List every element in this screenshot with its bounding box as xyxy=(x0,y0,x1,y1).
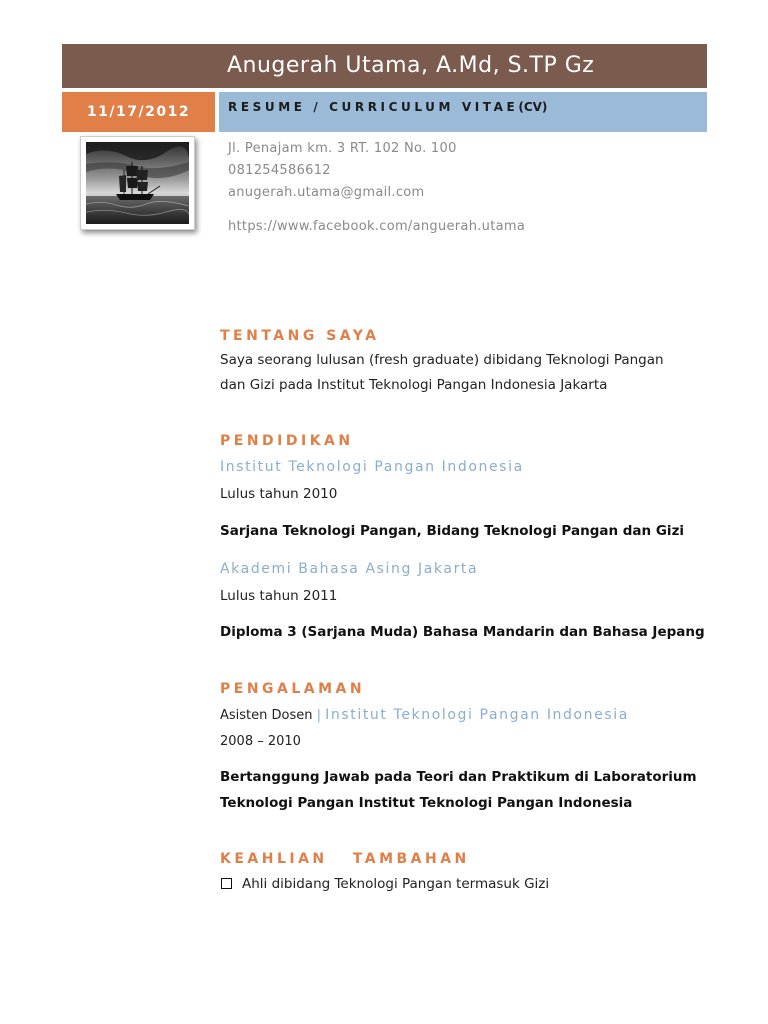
education-institution-2: Akademi Bahasa Asing Jakarta xyxy=(220,561,479,577)
candidate-name: Anugerah Utama, A.Md, S.TP Gz xyxy=(227,53,595,78)
skill-checkbox-icon xyxy=(221,878,232,889)
experience-separator: | xyxy=(316,708,322,723)
contact-email[interactable]: anugerah.utama@gmail.com xyxy=(228,185,425,200)
about-line-1: Saya seorang lulusan (fresh graduate) dibidang Teknologi Pangan xyxy=(220,352,664,368)
experience-role-line xyxy=(220,707,629,723)
sailing-ship-photo xyxy=(86,142,189,224)
skill-item-1: Ahli dibidang Teknologi Pangan termasuk Gizi xyxy=(242,876,550,892)
contact-facebook[interactable]: https://www.facebook.com/anguerah.utama xyxy=(228,219,526,234)
about-line-2: dan Gizi pada Institut Teknologi Pangan Indonesia Jakarta xyxy=(220,377,608,393)
resume-title-text: RESUME / CURRICULUM VITAE xyxy=(228,100,519,114)
profile-photo-frame xyxy=(80,136,195,230)
experience-period: 2008 – 2010 xyxy=(220,734,301,749)
experience-desc-line-1: Bertanggung Jawab pada Teori dan Praktikum di Laboratorium xyxy=(220,769,697,785)
contact-address: Jl. Penajam km. 3 RT. 102 No. 100 xyxy=(228,141,457,156)
section-skills-heading: KEAHLIAN TAMBAHAN xyxy=(220,851,470,867)
education-degree-2: Diploma 3 (Sarjana Muda) Bahasa Mandarin dan Bahasa Jepang xyxy=(220,624,705,640)
section-experience-heading: PENGALAMAN xyxy=(220,681,366,697)
name-bar xyxy=(62,44,707,88)
experience-desc-line-2: Teknologi Pangan Institut Teknologi Pangan Indonesia xyxy=(220,795,633,811)
education-graduation-1: Lulus tahun 2010 xyxy=(220,486,338,502)
resume-title-bar xyxy=(219,92,707,132)
education-institution-1: Institut Teknologi Pangan Indonesia xyxy=(220,459,524,475)
education-graduation-2: Lulus tahun 2011 xyxy=(220,588,338,604)
resume-title-suffix: (CV) xyxy=(518,100,548,114)
resume-title xyxy=(228,100,547,114)
section-education-heading: PENDIDIKAN xyxy=(220,433,354,449)
section-about-heading: TENTANG SAYA xyxy=(220,328,380,344)
education-degree-1: Sarjana Teknologi Pangan, Bidang Teknologi Pangan dan Gizi xyxy=(220,523,685,539)
experience-role: Asisten Dosen xyxy=(220,708,313,723)
experience-institution: Institut Teknologi Pangan Indonesia xyxy=(325,707,629,723)
resume-date: 11/17/2012 xyxy=(86,104,191,120)
contact-phone: 081254586612 xyxy=(228,163,331,178)
date-box xyxy=(62,92,215,132)
